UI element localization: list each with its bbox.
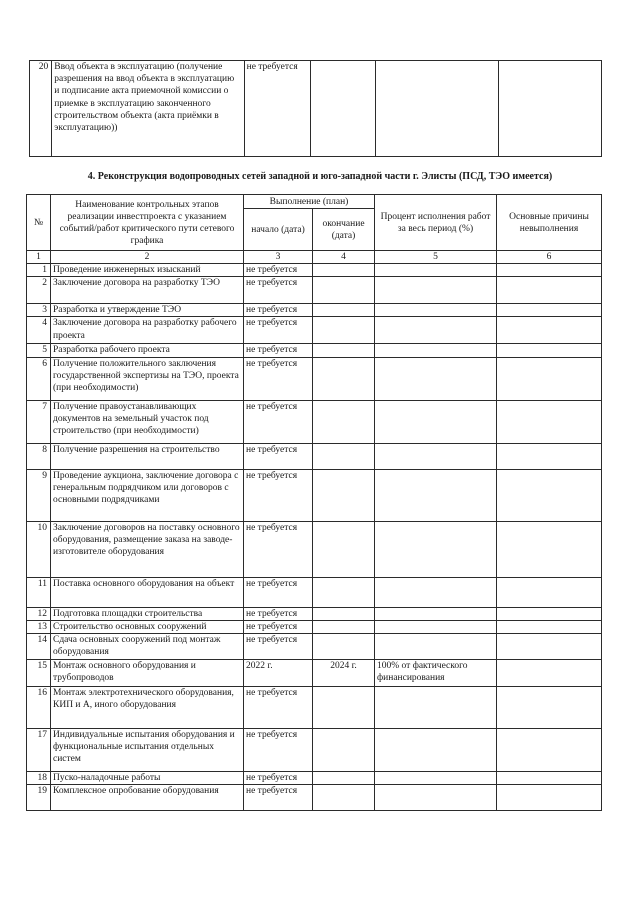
row-reasons: [497, 264, 602, 277]
row-percent: [375, 634, 497, 660]
row-stage-name: Разработка и утверждение ТЭО: [51, 304, 244, 317]
table-row: [27, 304, 602, 317]
row-percent: [375, 687, 497, 729]
row-number: 16: [27, 687, 51, 729]
table-row: [27, 620, 602, 633]
row-percent: [375, 357, 497, 400]
row-percent: [375, 277, 497, 304]
row-stage-name: Получение разрешения на строительство: [51, 443, 244, 469]
row-end: [313, 443, 375, 469]
row-stage-name: Заключение договора на разработку ТЭО: [51, 277, 244, 304]
row-reasons: [497, 344, 602, 357]
row-end: [313, 687, 375, 729]
row-end: [313, 317, 375, 344]
row-end: 2024 г.: [313, 660, 375, 687]
row-reasons: [497, 469, 602, 521]
table-row: [27, 277, 602, 304]
column-number: 3: [244, 251, 313, 264]
row-percent: [375, 443, 497, 469]
row-number: 9: [27, 469, 51, 521]
row-end: [313, 344, 375, 357]
table-row: [27, 317, 602, 344]
row-reasons: [497, 785, 602, 811]
section-title: 4. Реконструкция водопроводных сетей западной и юго-западной части г. Элисты (ПСД, ТЭО имеется): [87, 171, 553, 182]
row-reasons: [497, 660, 602, 687]
row-number: 12: [27, 607, 51, 620]
row-percent: [375, 304, 497, 317]
row-number: 20: [30, 61, 52, 157]
row-number: 2: [27, 277, 51, 304]
table-row: [27, 400, 602, 443]
row-end: [313, 277, 375, 304]
row-reasons: [497, 729, 602, 772]
row-end: [313, 785, 375, 811]
row-end: [313, 577, 375, 607]
row-percent: [375, 620, 497, 633]
row-start: не требуется: [244, 264, 313, 277]
row-number: 7: [27, 400, 51, 443]
row-stage-name: Комплексное опробование оборудования: [51, 785, 244, 811]
row-number: 17: [27, 729, 51, 772]
row-end: [311, 61, 376, 157]
row-reasons: [497, 277, 602, 304]
row-stage-name: Проведение аукциона, заключение договора с генеральным подрядчиком или договоров с основными подрядчиками: [51, 469, 244, 521]
row-start: не требуется: [244, 317, 313, 344]
row-end: [313, 521, 375, 577]
row-end: [313, 357, 375, 400]
row-stage-name: Пуско-наладочные работы: [51, 772, 244, 785]
row-start: не требуется: [244, 634, 313, 660]
column-number: 1: [27, 251, 51, 264]
row-reasons: [497, 577, 602, 607]
row-number: 1: [27, 264, 51, 277]
row-end: [313, 607, 375, 620]
row-start: не требуется: [244, 785, 313, 811]
row-percent: [375, 521, 497, 577]
row-start: не требуется: [244, 277, 313, 304]
row-reasons: [497, 357, 602, 400]
row-stage-name: Получение положительного заключения государственной экспертизы на ТЭО, проекта (при необходимости): [51, 357, 244, 400]
row-start: не требуется: [244, 772, 313, 785]
table-row: [27, 634, 602, 660]
row-percent: [375, 577, 497, 607]
row-percent: [375, 772, 497, 785]
previous-section-table: [29, 60, 602, 157]
row-stage-name: Индивидуальные испытания оборудования и функциональные испытания отдельных систем: [51, 729, 244, 772]
row-percent: [376, 61, 498, 157]
row-start: не требуется: [244, 400, 313, 443]
row-number: 13: [27, 620, 51, 633]
row-reasons: [497, 620, 602, 633]
row-stage-name: Заключение договоров на поставку основного оборудования, размещение заказа на заводе-изготовителе оборудования: [51, 521, 244, 577]
column-number: 6: [497, 251, 602, 264]
row-stage-name: Монтаж электротехнического оборудования, КИП и А, иного оборудования: [51, 687, 244, 729]
row-end: [313, 772, 375, 785]
row-number: 18: [27, 772, 51, 785]
table-row: [27, 687, 602, 729]
row-end: [313, 264, 375, 277]
row-percent: [375, 264, 497, 277]
header-stage-name: Наименование контрольных этапов реализации инвестпроекта с указанием событий/работ критического пути сетевого графика: [51, 195, 244, 251]
header-execution-plan: Выполнение (план): [244, 195, 375, 209]
row-percent: [375, 607, 497, 620]
table-row: [30, 61, 602, 157]
row-stage-name: Подготовка площадки строительства: [51, 607, 244, 620]
row-start: не требуется: [244, 607, 313, 620]
row-start: не требуется: [244, 729, 313, 772]
table-row: [27, 443, 602, 469]
row-number: 5: [27, 344, 51, 357]
row-percent: [375, 400, 497, 443]
header-row: [27, 195, 602, 209]
control-stages-table: [26, 194, 602, 811]
row-stage-name: Ввод объекта в эксплуатацию (получение разрешения на ввод объекта в эксплуатацию и подписание акта приемочной комиссии о приемке в эксплуатацию законченного строительством объекта (акта приёмки в эксплуатацию)): [52, 61, 244, 157]
table-row: [27, 785, 602, 811]
row-start: не требуется: [244, 61, 311, 157]
header-end-date: окончание (дата): [313, 209, 375, 251]
row-number: 4: [27, 317, 51, 344]
header-reasons: Основные причины невыполнения: [497, 195, 602, 251]
row-number: 10: [27, 521, 51, 577]
row-stage-name: Проведение инженерных изысканий: [51, 264, 244, 277]
row-start: не требуется: [244, 620, 313, 633]
row-reasons: [497, 443, 602, 469]
header-number: №: [27, 195, 51, 251]
table-row: [27, 577, 602, 607]
header-percent: Процент исполнения работ за весь период (%): [375, 195, 497, 251]
row-reasons: [497, 304, 602, 317]
row-end: [313, 304, 375, 317]
row-stage-name: Разработка рабочего проекта: [51, 344, 244, 357]
row-reasons: [497, 687, 602, 729]
table-row: [27, 344, 602, 357]
row-end: [313, 729, 375, 772]
table-row: [27, 521, 602, 577]
row-number: 8: [27, 443, 51, 469]
row-reasons: [497, 634, 602, 660]
row-start: не требуется: [244, 469, 313, 521]
row-stage-name: Поставка основного оборудования на объект: [51, 577, 244, 607]
row-percent: 100% от фактического финансирования: [375, 660, 497, 687]
row-percent: [375, 344, 497, 357]
column-number-row: [27, 251, 602, 264]
table-row: [27, 660, 602, 687]
row-stage-name: Монтаж основного оборудования и трубопроводов: [51, 660, 244, 687]
table-row: [27, 607, 602, 620]
row-stage-name: Сдача основных сооружений под монтаж оборудования: [51, 634, 244, 660]
column-number: 2: [51, 251, 244, 264]
column-number: 5: [375, 251, 497, 264]
table-row: [27, 729, 602, 772]
row-start: 2022 г.: [244, 660, 313, 687]
row-number: 15: [27, 660, 51, 687]
table-row: [27, 469, 602, 521]
row-stage-name: Получение правоустанавливающих документов на земельный участок под строительство (при необходимости): [51, 400, 244, 443]
row-start: не требуется: [244, 521, 313, 577]
row-percent: [375, 317, 497, 344]
row-start: не требуется: [244, 344, 313, 357]
row-start: не требуется: [244, 687, 313, 729]
table-row: [27, 357, 602, 400]
table-row: [27, 264, 602, 277]
row-number: 6: [27, 357, 51, 400]
row-stage-name: Заключение договора на разработку рабочего проекта: [51, 317, 244, 344]
row-end: [313, 620, 375, 633]
row-percent: [375, 729, 497, 772]
table-row: [27, 772, 602, 785]
row-reasons: [497, 317, 602, 344]
row-number: 3: [27, 304, 51, 317]
row-percent: [375, 469, 497, 521]
row-reasons: [497, 400, 602, 443]
row-start: не требуется: [244, 357, 313, 400]
row-number: 14: [27, 634, 51, 660]
row-percent: [375, 785, 497, 811]
row-end: [313, 400, 375, 443]
row-stage-name: Строительство основных сооружений: [51, 620, 244, 633]
row-reasons: [498, 61, 601, 157]
row-end: [313, 634, 375, 660]
row-number: 19: [27, 785, 51, 811]
column-number: 4: [313, 251, 375, 264]
row-reasons: [497, 772, 602, 785]
row-reasons: [497, 607, 602, 620]
row-number: 11: [27, 577, 51, 607]
row-reasons: [497, 521, 602, 577]
row-end: [313, 469, 375, 521]
row-start: не требуется: [244, 443, 313, 469]
header-start-date: начало (дата): [244, 209, 313, 251]
row-start: не требуется: [244, 304, 313, 317]
row-start: не требуется: [244, 577, 313, 607]
